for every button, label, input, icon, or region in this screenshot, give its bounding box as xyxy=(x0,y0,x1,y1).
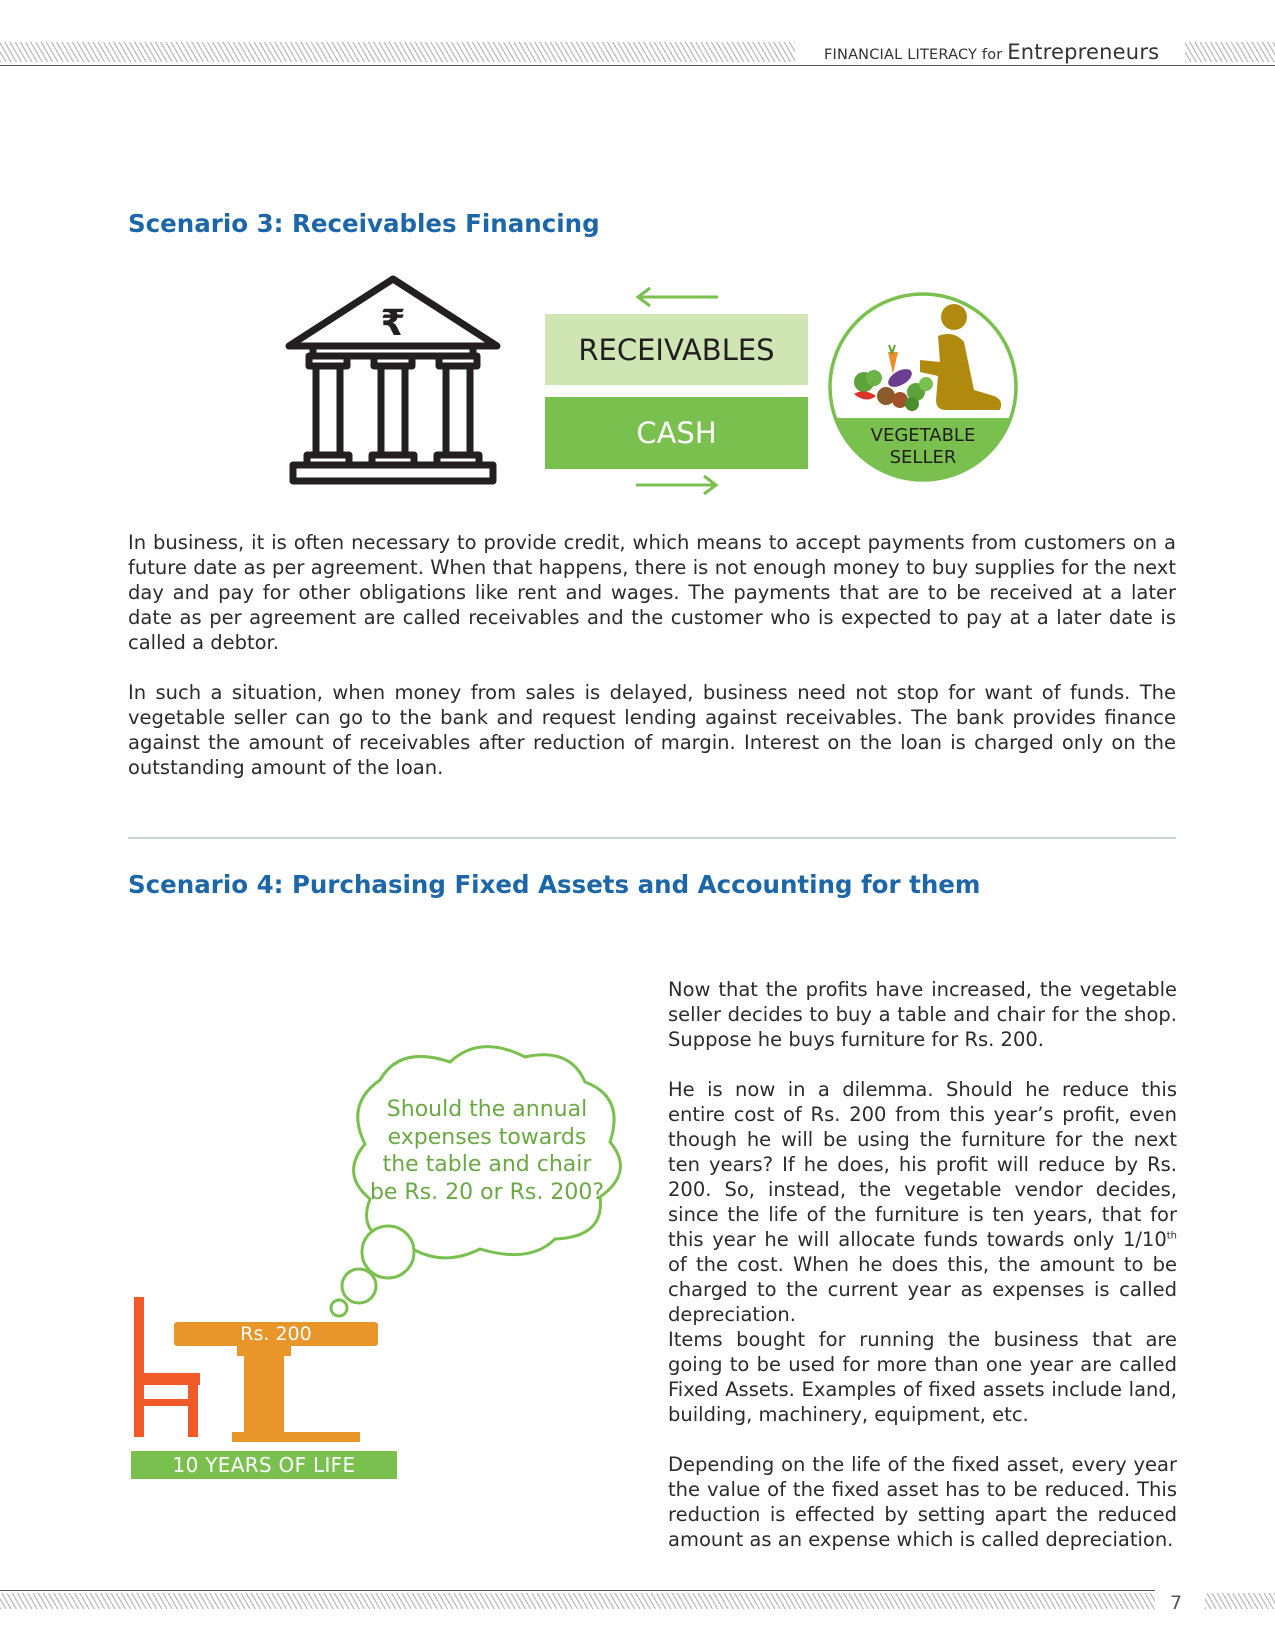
seller-label-line2: SELLER xyxy=(889,447,957,468)
scenario4-paragraph-3: Items bought for running the business that are going to be used for more than one year are called Fixed Assets. Examples of fixed assets include land, building, machinery, equipment, etc. xyxy=(668,1328,1177,1426)
receivables-box: RECEIVABLES xyxy=(545,314,808,385)
header-title-main: Entrepreneurs xyxy=(1007,40,1160,64)
header-hatch-right xyxy=(1185,42,1275,62)
scenario3-paragraph-1: In business, it is often necessary to provide credit, which means to accept payments from customers on a future date as per agreement. When that happens, there is not enough money to buy supplies for the next day and pay for other obligations like rent and wages. The payments that are to be received at a later date as per agreement are called receivables and the customer who is expected to pay at a later date is called a debtor. xyxy=(128,531,1176,654)
scenario4-paragraph-2-b: of the cost. When he does this, the amount to be charged to the current year as expenses is called depreciation. xyxy=(668,1253,1177,1326)
scenario4-heading: Scenario 4: Purchasing Fixed Assets and Accounting for them xyxy=(128,870,981,899)
rupee-symbol: ₹ xyxy=(380,303,406,344)
ordinal-suffix: th xyxy=(1166,1230,1177,1242)
thought-bubble-text xyxy=(362,1096,612,1206)
thought-line-4: be Rs. 20 or Rs. 200? xyxy=(369,1179,605,1205)
running-header xyxy=(824,40,1159,64)
footer-hatch-right xyxy=(1205,1593,1275,1609)
scenario4-paragraph-2-a: He is now in a dilemma. Should he reduce this entire cost of Rs. 200 from this year’s profit, even though he will be using the furniture for the next ten years? If he does, his profit will reduce by Rs. 200. So, instead, the vegetable vendor decides, since the life of the furniture is ten years, that for this year he will allocate funds towards only 1/10 xyxy=(668,1078,1177,1251)
arrow-right-icon xyxy=(632,473,722,497)
scenario4-paragraph-1: Now that the profits have increased, the vegetable seller decides to buy a table and chair for the shop. Suppose he buys furniture for Rs. 200. xyxy=(668,978,1177,1051)
table-price-label: Rs. 200 xyxy=(240,1323,312,1345)
page-number: 7 xyxy=(1170,1592,1183,1614)
scenario4-paragraph-4: Depending on the life of the fixed asset, every year the value of the fixed asset has to be reduced. This reduction is effected by setting apart the reduced amount as an expense which is called depreciation. xyxy=(668,1453,1177,1551)
thought-line-2: expenses towards xyxy=(387,1124,587,1150)
scenario3-paragraph-2: In such a situation, when money from sales is delayed, business need not stop for want of funds. The vegetable seller can go to the bank and request lending against receivables. The bank provides finance against the amount of receivables after reduction of margin. Interest on the loan is charged only on the outstanding amount of the loan. xyxy=(128,681,1176,779)
section-divider xyxy=(128,837,1176,839)
footer-hatch-left xyxy=(0,1593,1155,1609)
header-rule xyxy=(0,65,1275,66)
cash-box: CASH xyxy=(545,397,808,469)
seller-label-line1: VEGETABLE xyxy=(870,425,976,446)
header-hatch-left xyxy=(0,42,795,62)
bank-icon xyxy=(283,273,503,493)
arrow-left-icon xyxy=(632,285,722,309)
header-title-prefix: FINANCIAL LITERACY for xyxy=(824,47,1003,63)
thought-line-3: the table and chair xyxy=(382,1152,592,1177)
vegetable-seller-icon xyxy=(826,290,1020,484)
scenario3-heading: Scenario 3: Receivables Financing xyxy=(128,209,600,238)
life-label-box: 10 YEARS OF LIFE xyxy=(131,1451,397,1479)
footer-rule xyxy=(0,1590,1155,1591)
scenario4-paragraph-2 xyxy=(668,1077,1177,1327)
thought-line-1: Should the annual xyxy=(386,1097,588,1122)
